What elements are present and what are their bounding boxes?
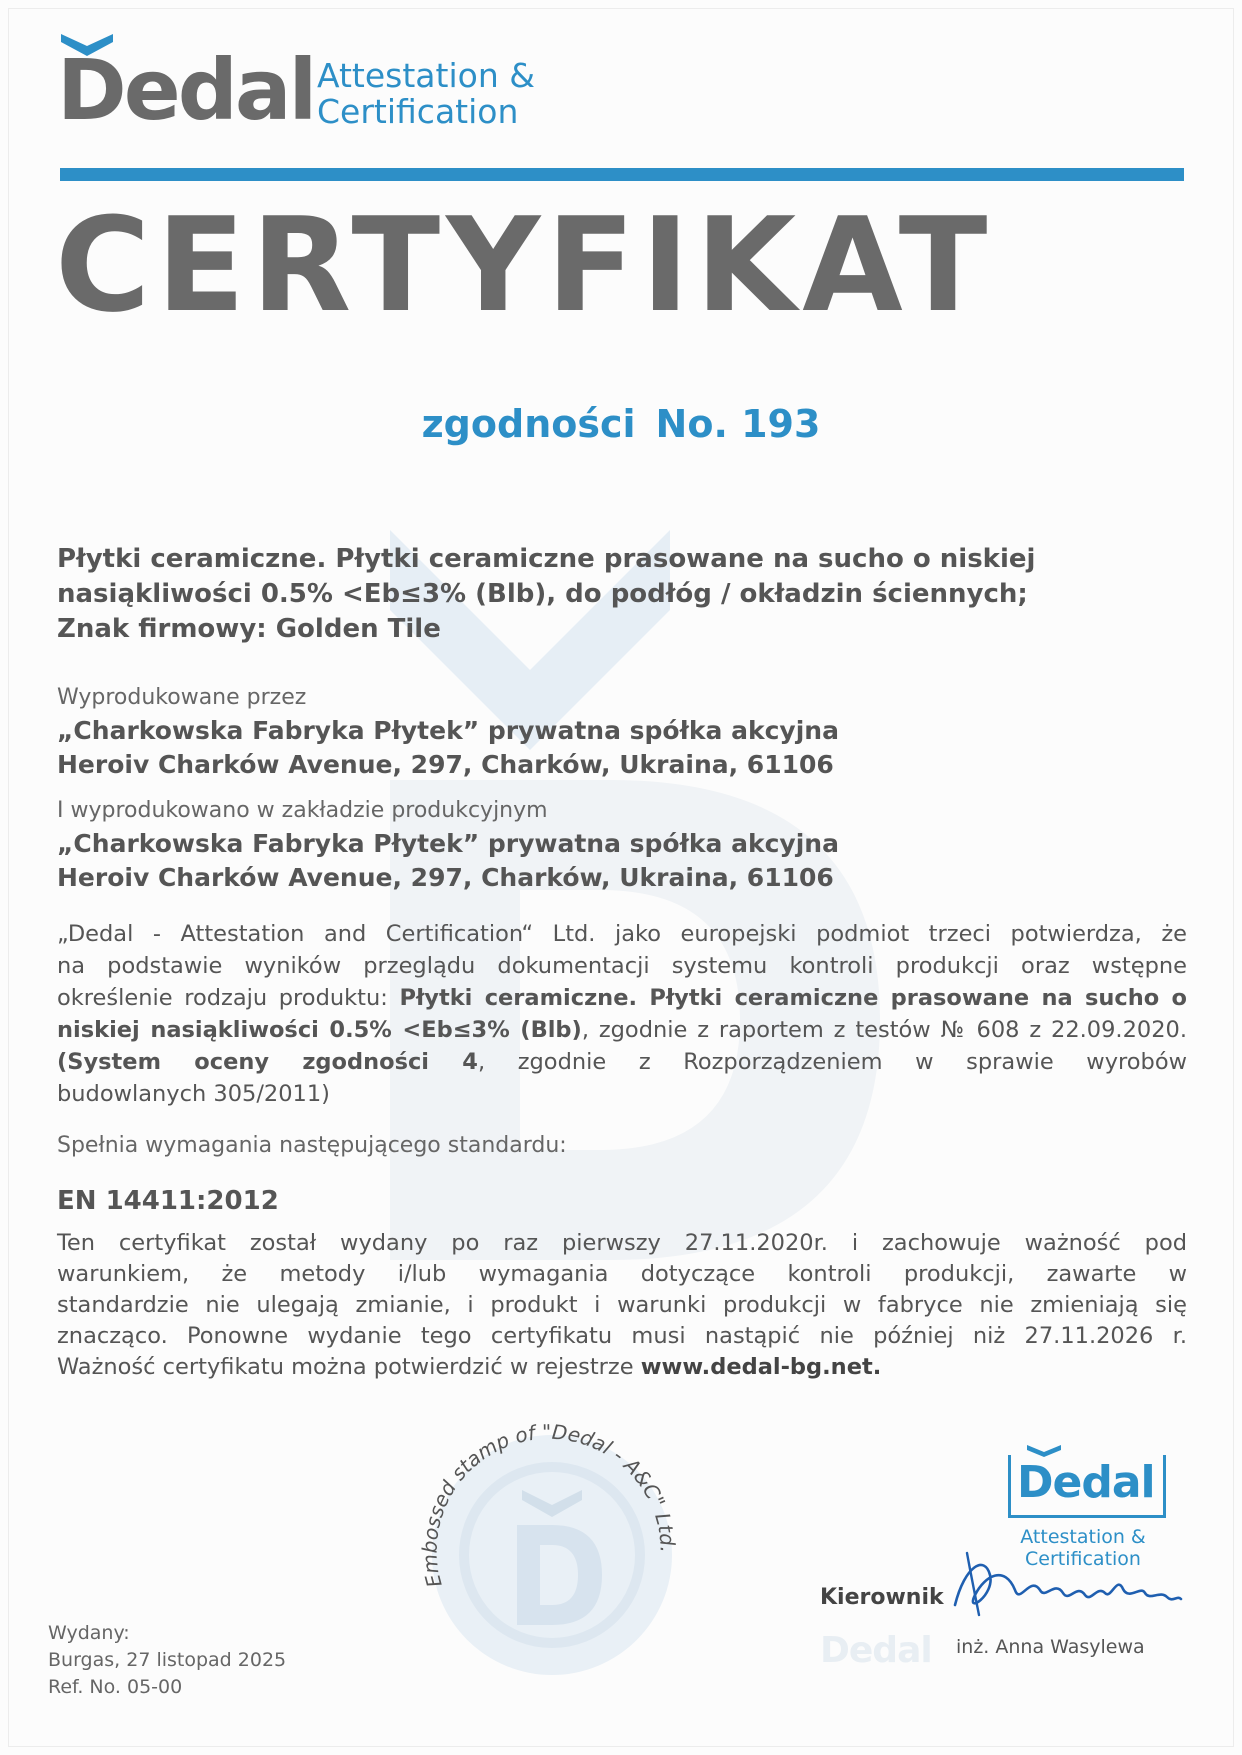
attestation-regulation: , zgodnie z Rozporządzeniem w sprawie wyrobów xyxy=(477,1049,1187,1075)
signatory-role: Kierownik xyxy=(820,1585,944,1610)
stamp-tagline-line-2: Certification xyxy=(1025,1548,1141,1570)
embossed-stamp xyxy=(402,1395,702,1695)
validity-register-text: Ważność certyfikatu można potwierdzić w rejestrze xyxy=(57,1354,641,1380)
manufacturer-address: Heroiv Charków Avenue, 297, Charków, Ukraina, 61106 xyxy=(57,750,834,779)
certificate-number-value: No. 193 xyxy=(655,402,821,446)
logo-tagline xyxy=(317,58,535,130)
attestation-line-6: budowlanych 305/2011) xyxy=(57,1081,330,1107)
stamp-wordmark: Dedal xyxy=(1017,1457,1155,1508)
issued-block xyxy=(48,1620,286,1701)
issued-label: Wydany: xyxy=(48,1622,130,1644)
header-divider xyxy=(60,168,1184,181)
validity-line-5 xyxy=(57,1352,1187,1383)
logo-tagline-line-1: Attestation & xyxy=(317,56,535,95)
attestation-line-2: na podstawie wyników przeglądu dokumentacji systemu kontroli produkcji oraz wstępne xyxy=(57,953,1187,979)
attestation-system: (System oceny zgodności 4 xyxy=(57,1049,478,1075)
attestation-test-report: , zgodnie z raportem z testów № 608 z 22.09.2020. xyxy=(581,1017,1187,1043)
standard-label: Spełnia wymagania następującego standardu: xyxy=(57,1133,567,1158)
attestation-line-4 xyxy=(57,1014,1187,1046)
signatory-name: inż. Anna Wasylewa xyxy=(956,1636,1145,1658)
attestation-line-5 xyxy=(57,1046,1187,1078)
dedal-logo xyxy=(57,34,657,139)
certificate-number-label: zgodności xyxy=(421,402,636,446)
validity-line-1: Ten certyfikat został wydany po raz pierwszy 27.11.2020r. i zachowuje ważność pod xyxy=(57,1230,1187,1256)
reference-number: Ref. No. 05-00 xyxy=(48,1676,183,1698)
manufacturer-name: „Charkowska Fabryka Płytek” prywatna spółka akcyjna xyxy=(57,716,839,745)
plant-name: „Charkowska Fabryka Płytek” prywatna spółka akcyjna xyxy=(57,829,839,858)
attestation-product-spec: niskiej nasiąkliwości 0.5% <Eb≤3% (Blb) xyxy=(57,1017,582,1043)
validity-paragraph xyxy=(57,1228,1187,1383)
stamp-text-path: Embossed stamp of "Dedal - A&C" Ltd. xyxy=(417,1419,680,1590)
product-description xyxy=(57,542,1187,647)
product-line-2: nasiąkliwości 0.5% <Eb≤3% (Blb), do podłóg / okładzin ściennych; xyxy=(57,579,1028,609)
signature-stamp-logo xyxy=(1008,1455,1166,1518)
plant-label: I wyprodukowano w zakładzie produkcyjnym xyxy=(57,798,548,823)
register-link[interactable]: www.dedal-bg.net. xyxy=(640,1354,882,1380)
attestation-line-3 xyxy=(57,982,1187,1014)
manufacturer-section xyxy=(57,682,1187,782)
issued-place-date: Burgas, 27 listopad 2025 xyxy=(48,1649,287,1671)
logo-tagline-line-2: Certification xyxy=(317,92,519,131)
validity-line-3: standardzie nie ulegają zmianie, i produkt i warunki produkcji w fabryce nie zmieniają się xyxy=(57,1292,1187,1318)
attestation-paragraph xyxy=(57,918,1187,1110)
faint-stamp-imprint: Dedal xyxy=(820,1630,932,1671)
certificate-number xyxy=(0,402,1242,446)
product-line-3: Znak firmowy: Golden Tile xyxy=(57,614,441,644)
product-line-1: Płytki ceramiczne. Płytki ceramiczne prasowane na sucho o niskiej xyxy=(57,544,1036,574)
plant-section xyxy=(57,795,1187,895)
document-title: CERTYFIKAT xyxy=(55,189,994,341)
plant-address: Heroiv Charków Avenue, 297, Charków, Ukraina, 61106 xyxy=(57,863,834,892)
attestation-line-3-text: określenie rodzaju produktu: xyxy=(57,985,400,1011)
standard-code: EN 14411:2012 xyxy=(57,1186,279,1216)
attestation-product-name: Płytki ceramiczne. Płytki ceramiczne prasowane na sucho o xyxy=(399,985,1187,1011)
stamp-tagline-line-1: Attestation & xyxy=(1020,1526,1146,1548)
attestation-line-1: „Dedal - Attestation and Certification“ Ltd. jako europejski podmiot trzeci potwierdza, że xyxy=(57,921,1187,947)
logo-wordmark: Dedal xyxy=(57,41,315,139)
stamp-chevron-icon xyxy=(1027,1445,1061,1457)
manufacturer-label: Wyprodukowane przez xyxy=(57,685,307,710)
validity-line-2: warunkiem, że metody i/lub wymagania dotyczące kontroli produkcji, zawarte w xyxy=(57,1261,1187,1287)
handwritten-signature xyxy=(945,1545,1185,1625)
validity-line-4: znacząco. Ponowne wydanie tego certyfikatu musi nastąpić nie później niż 27.11.2026 r. xyxy=(57,1323,1187,1349)
